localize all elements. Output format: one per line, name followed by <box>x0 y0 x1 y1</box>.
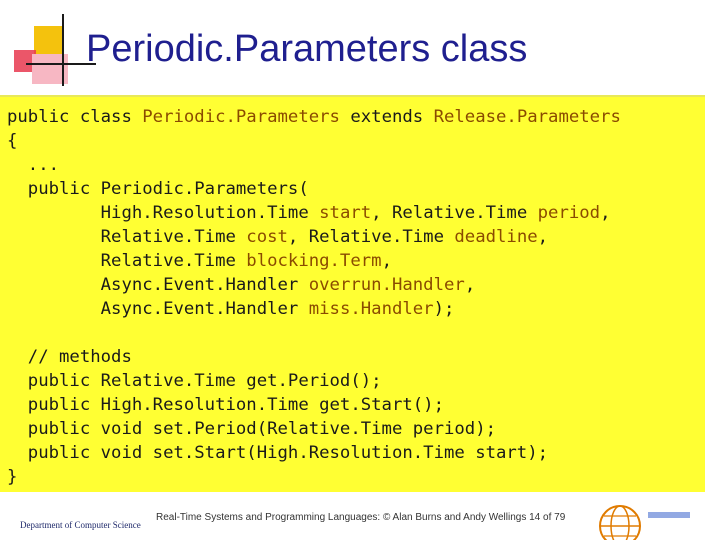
code-token: public class <box>7 107 143 127</box>
code-line-15: public void set.Start(High.Resolution.Time start); <box>7 443 549 463</box>
code-token: Relative.Time <box>7 227 247 247</box>
code-token: start <box>319 203 372 223</box>
code-token: ); <box>433 299 455 319</box>
code-token: extends <box>339 107 434 127</box>
logo-squares <box>10 14 80 84</box>
code-token: , <box>464 275 476 295</box>
code-token: , Relative.Time <box>371 203 538 223</box>
code-token: period <box>537 203 601 223</box>
code-line-11: // methods <box>7 347 132 367</box>
university-globe-logo <box>590 494 716 540</box>
code-token: High.Resolution.Time <box>7 203 320 223</box>
code-line-12: public Relative.Time get.Period(); <box>7 371 382 391</box>
code-line-13: public High.Resolution.Time get.Start(); <box>7 395 444 415</box>
code-line-9 <box>7 299 454 319</box>
code-token: Periodic.Parameters <box>142 107 340 127</box>
code-block <box>7 105 621 489</box>
code-token: Release.Parameters <box>433 107 621 127</box>
department-label: Department of Computer Science <box>20 520 141 530</box>
code-token: , <box>381 251 392 271</box>
code-line-4: public Periodic.Parameters( <box>7 179 309 199</box>
code-token: Async.Event.Handler <box>7 299 309 319</box>
slide-title: Periodic.Parameters class <box>86 28 528 70</box>
code-token: Async.Event.Handler <box>7 275 309 295</box>
decorative-vertical-line <box>62 14 64 86</box>
code-panel <box>0 95 705 492</box>
code-token: , <box>537 227 549 247</box>
code-line-7 <box>7 251 392 271</box>
footer-caption: Real-Time Systems and Programming Languages: © Alan Burns and Andy Wellings 14 of 79 <box>156 512 566 523</box>
code-token: , <box>600 203 611 223</box>
code-line-16: } <box>7 467 18 487</box>
code-token: Relative.Time <box>7 251 247 271</box>
code-line-3: ... <box>7 155 60 175</box>
code-line-8 <box>7 275 475 295</box>
code-token: , Relative.Time <box>287 227 455 247</box>
code-token: deadline <box>454 227 538 247</box>
code-line-5 <box>7 203 610 223</box>
code-line-6 <box>7 227 548 247</box>
code-token: miss.Handler <box>308 299 434 319</box>
code-token: cost <box>246 227 288 247</box>
code-line-2: { <box>7 131 18 151</box>
code-line-1 <box>7 107 621 127</box>
decorative-yellow-square <box>34 26 64 56</box>
code-line-14: public void set.Period(Relative.Time period); <box>7 419 496 439</box>
code-token: blocking.Term <box>246 251 382 271</box>
code-token: overrun.Handler <box>308 275 465 295</box>
